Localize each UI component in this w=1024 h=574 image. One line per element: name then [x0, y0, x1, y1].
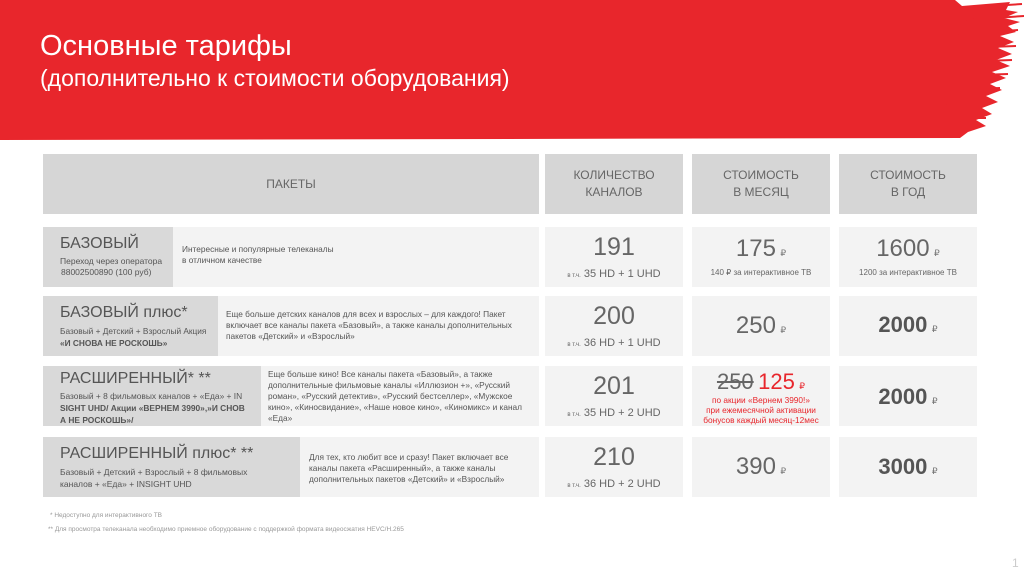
channel-uhd: + 1 UHD	[618, 337, 661, 349]
channel-count: 201	[593, 372, 635, 400]
ruble-sign: ₽	[931, 396, 938, 406]
column-header-packages-label: ПАКЕТЫ	[266, 176, 316, 191]
yearly-price	[839, 384, 977, 410]
package-description-line: Еще больше кино! Все каналы пакета «Базовый», а также	[268, 369, 493, 379]
channel-count: 191	[593, 233, 635, 261]
package-subtitle	[60, 325, 206, 349]
monthly-price-cell	[692, 366, 830, 426]
monthly-price-cell	[692, 296, 830, 356]
column-header-packages	[43, 154, 539, 214]
package-description-line: Еще больше детских каналов для всех и взрослых – для каждого! Пакет	[226, 309, 506, 319]
ruble-sign: ₽	[931, 466, 938, 476]
promo-price-value: 125	[758, 369, 795, 394]
channel-detail	[545, 478, 683, 490]
channels-cell	[545, 366, 683, 426]
package-name: БАЗОВЫЙ	[60, 235, 139, 252]
ruble-sign: ₽	[780, 325, 787, 335]
channel-count: 210	[593, 443, 635, 471]
column-header-monthly	[692, 154, 830, 214]
package-description-line: в отличном качестве	[182, 255, 262, 265]
header-banner	[0, 0, 1024, 140]
package-subtitle-line: Переход через оператора	[60, 256, 163, 266]
promo-note-line: по акции «Вернем 3990!»	[712, 395, 810, 405]
channel-hd: 35 HD	[583, 407, 616, 419]
column-header-monthly-line2: В МЕСЯЦ	[733, 185, 789, 199]
package-name: РАСШИРЕННЫЙ* **	[60, 370, 211, 387]
yearly-price-cell	[839, 296, 977, 356]
monthly-price-value: 250	[735, 312, 776, 339]
column-header-monthly-line1: СТОИМОСТЬ	[723, 168, 799, 182]
ruble-sign: ₽	[780, 466, 787, 476]
yearly-price-cell	[839, 437, 977, 497]
package-description-line: каналы пакета «Расширенный», а также каналы	[309, 463, 496, 473]
monthly-price	[692, 235, 830, 263]
yearly-price-value: 1600	[876, 235, 930, 262]
package-subtitle-line: 88002500890 (100 руб)	[61, 267, 152, 277]
package-description	[182, 244, 334, 266]
monthly-price-value: 175	[735, 235, 776, 262]
package-subtitle-line: «И СНОВА НЕ РОСКОШЬ»	[60, 338, 168, 348]
package-description-line: дополнительные фильмовые каналы «Иллюзион +», «Русский	[268, 380, 510, 390]
channel-detail-prefix: в т.ч.	[567, 412, 581, 418]
package-subtitle-line: Базовый + Детский + Взрослый + 8 фильмовых	[60, 467, 248, 477]
channel-detail-prefix: в т.ч.	[567, 273, 581, 279]
monthly-price-cell	[692, 437, 830, 497]
column-header-channels-line2: КАНАЛОВ	[585, 185, 643, 199]
package-description-line: пакетов «Детский» и «Взрослый»	[226, 331, 355, 341]
package-subtitle-line: Базовый + Детский + Взрослый Акция	[60, 326, 207, 336]
column-header-channels	[545, 154, 683, 214]
column-header-channels-line1: КОЛИЧЕСТВО	[573, 168, 655, 182]
monthly-price-note: 140 ₽ за интерактивное ТВ	[710, 268, 812, 277]
package-subtitle-line: каналов + «Еда» + INSIGHT UHD	[60, 479, 192, 489]
package-description	[226, 309, 512, 342]
monthly-price	[692, 453, 830, 481]
yearly-price-value: 2000	[878, 312, 928, 337]
yearly-price-cell	[839, 366, 977, 426]
package-subtitle-line: SIGHT UHD/ Акции «ВЕРНЕМ 3990»,»И СНОВ	[60, 403, 245, 413]
package-description-line: дополнительных пакетов «Детский» и «Взрослый»	[309, 474, 505, 484]
monthly-price	[692, 312, 830, 340]
package-subtitle	[60, 256, 162, 278]
package-name: БАЗОВЫЙ плюс*	[60, 304, 188, 321]
channel-detail-prefix: в т.ч.	[567, 483, 581, 489]
ruble-sign: ₽	[780, 248, 787, 258]
channel-uhd: + 2 UHD	[618, 407, 661, 419]
package-description-line: Для тех, кто любит все и сразу! Пакет включает все	[309, 452, 509, 462]
channel-detail	[545, 337, 683, 349]
yearly-price-value: 3000	[878, 454, 928, 479]
channel-uhd: + 1 UHD	[618, 268, 661, 280]
channel-detail	[545, 268, 683, 280]
yearly-price	[839, 454, 977, 480]
channel-detail-prefix: в т.ч.	[567, 342, 581, 348]
yearly-price	[839, 235, 977, 263]
channel-count: 200	[593, 302, 635, 330]
page-number: 1	[1012, 556, 1019, 570]
column-header-yearly-line1: СТОИМОСТЬ	[870, 168, 946, 182]
package-subtitle	[60, 466, 247, 490]
channel-uhd: + 2 UHD	[618, 478, 661, 490]
channels-cell	[545, 296, 683, 356]
ruble-sign: ₽	[799, 381, 806, 391]
footnote: ** Для просмотра телеканала необходимо приемное оборудование с поддержкой формата видеосжатия HEVC/H.265	[48, 526, 404, 533]
package-description-line: кино», «Киносвидание», «Наше новое кино», «Киномикс» и канал	[268, 402, 523, 412]
package-description	[309, 452, 508, 485]
yearly-price-value: 2000	[878, 384, 928, 409]
monthly-price-value: 390	[735, 453, 776, 480]
ruble-sign: ₽	[931, 324, 938, 334]
channel-hd: 36 HD	[583, 337, 616, 349]
package-description	[268, 369, 522, 424]
package-subtitle	[60, 390, 245, 426]
channel-hd: 36 HD	[583, 478, 616, 490]
channels-cell	[545, 437, 683, 497]
package-subtitle-line: Базовый + 8 фильмовых каналов + «Еда» + IN	[60, 391, 243, 401]
channels-cell	[545, 227, 683, 287]
package-description-line: «Еда»	[268, 413, 293, 423]
page-title: Основные тарифы	[40, 30, 292, 62]
yearly-price-cell	[839, 227, 977, 287]
promo-note	[692, 395, 830, 425]
monthly-price-promo	[692, 369, 830, 395]
yearly-price	[839, 312, 977, 338]
yearly-price-note: 1200 за интерактивное ТВ	[859, 268, 957, 277]
package-subtitle-line: А НЕ РОСКОШЬ»/	[60, 415, 134, 425]
package-description-line: включает все каналы пакета «Базовый», а также каналы дополнительных	[226, 320, 512, 330]
promo-note-line: при ежемесячной активации	[706, 405, 816, 415]
package-description-line: роман», «Русский детектив», «Русский бестселлер», «Мужское	[268, 391, 513, 401]
channel-detail	[545, 407, 683, 419]
monthly-price-cell	[692, 227, 830, 287]
column-header-yearly-line2: В ГОД	[890, 185, 926, 199]
package-description-line: Интересные и популярные телеканалы	[182, 244, 334, 254]
footnote: * Недоступно для интерактивного ТВ	[50, 512, 163, 519]
package-name: РАСШИРЕННЫЙ плюс* **	[60, 445, 254, 462]
old-price-value: 250	[716, 369, 754, 394]
ruble-sign: ₽	[934, 248, 940, 258]
channel-hd: 35 HD	[583, 268, 616, 280]
promo-note-line: бонусов каждый месяц-12мес	[703, 415, 819, 425]
column-header-yearly	[839, 154, 977, 214]
page-subtitle: (дополнительно к стоимости оборудования)	[40, 65, 510, 91]
